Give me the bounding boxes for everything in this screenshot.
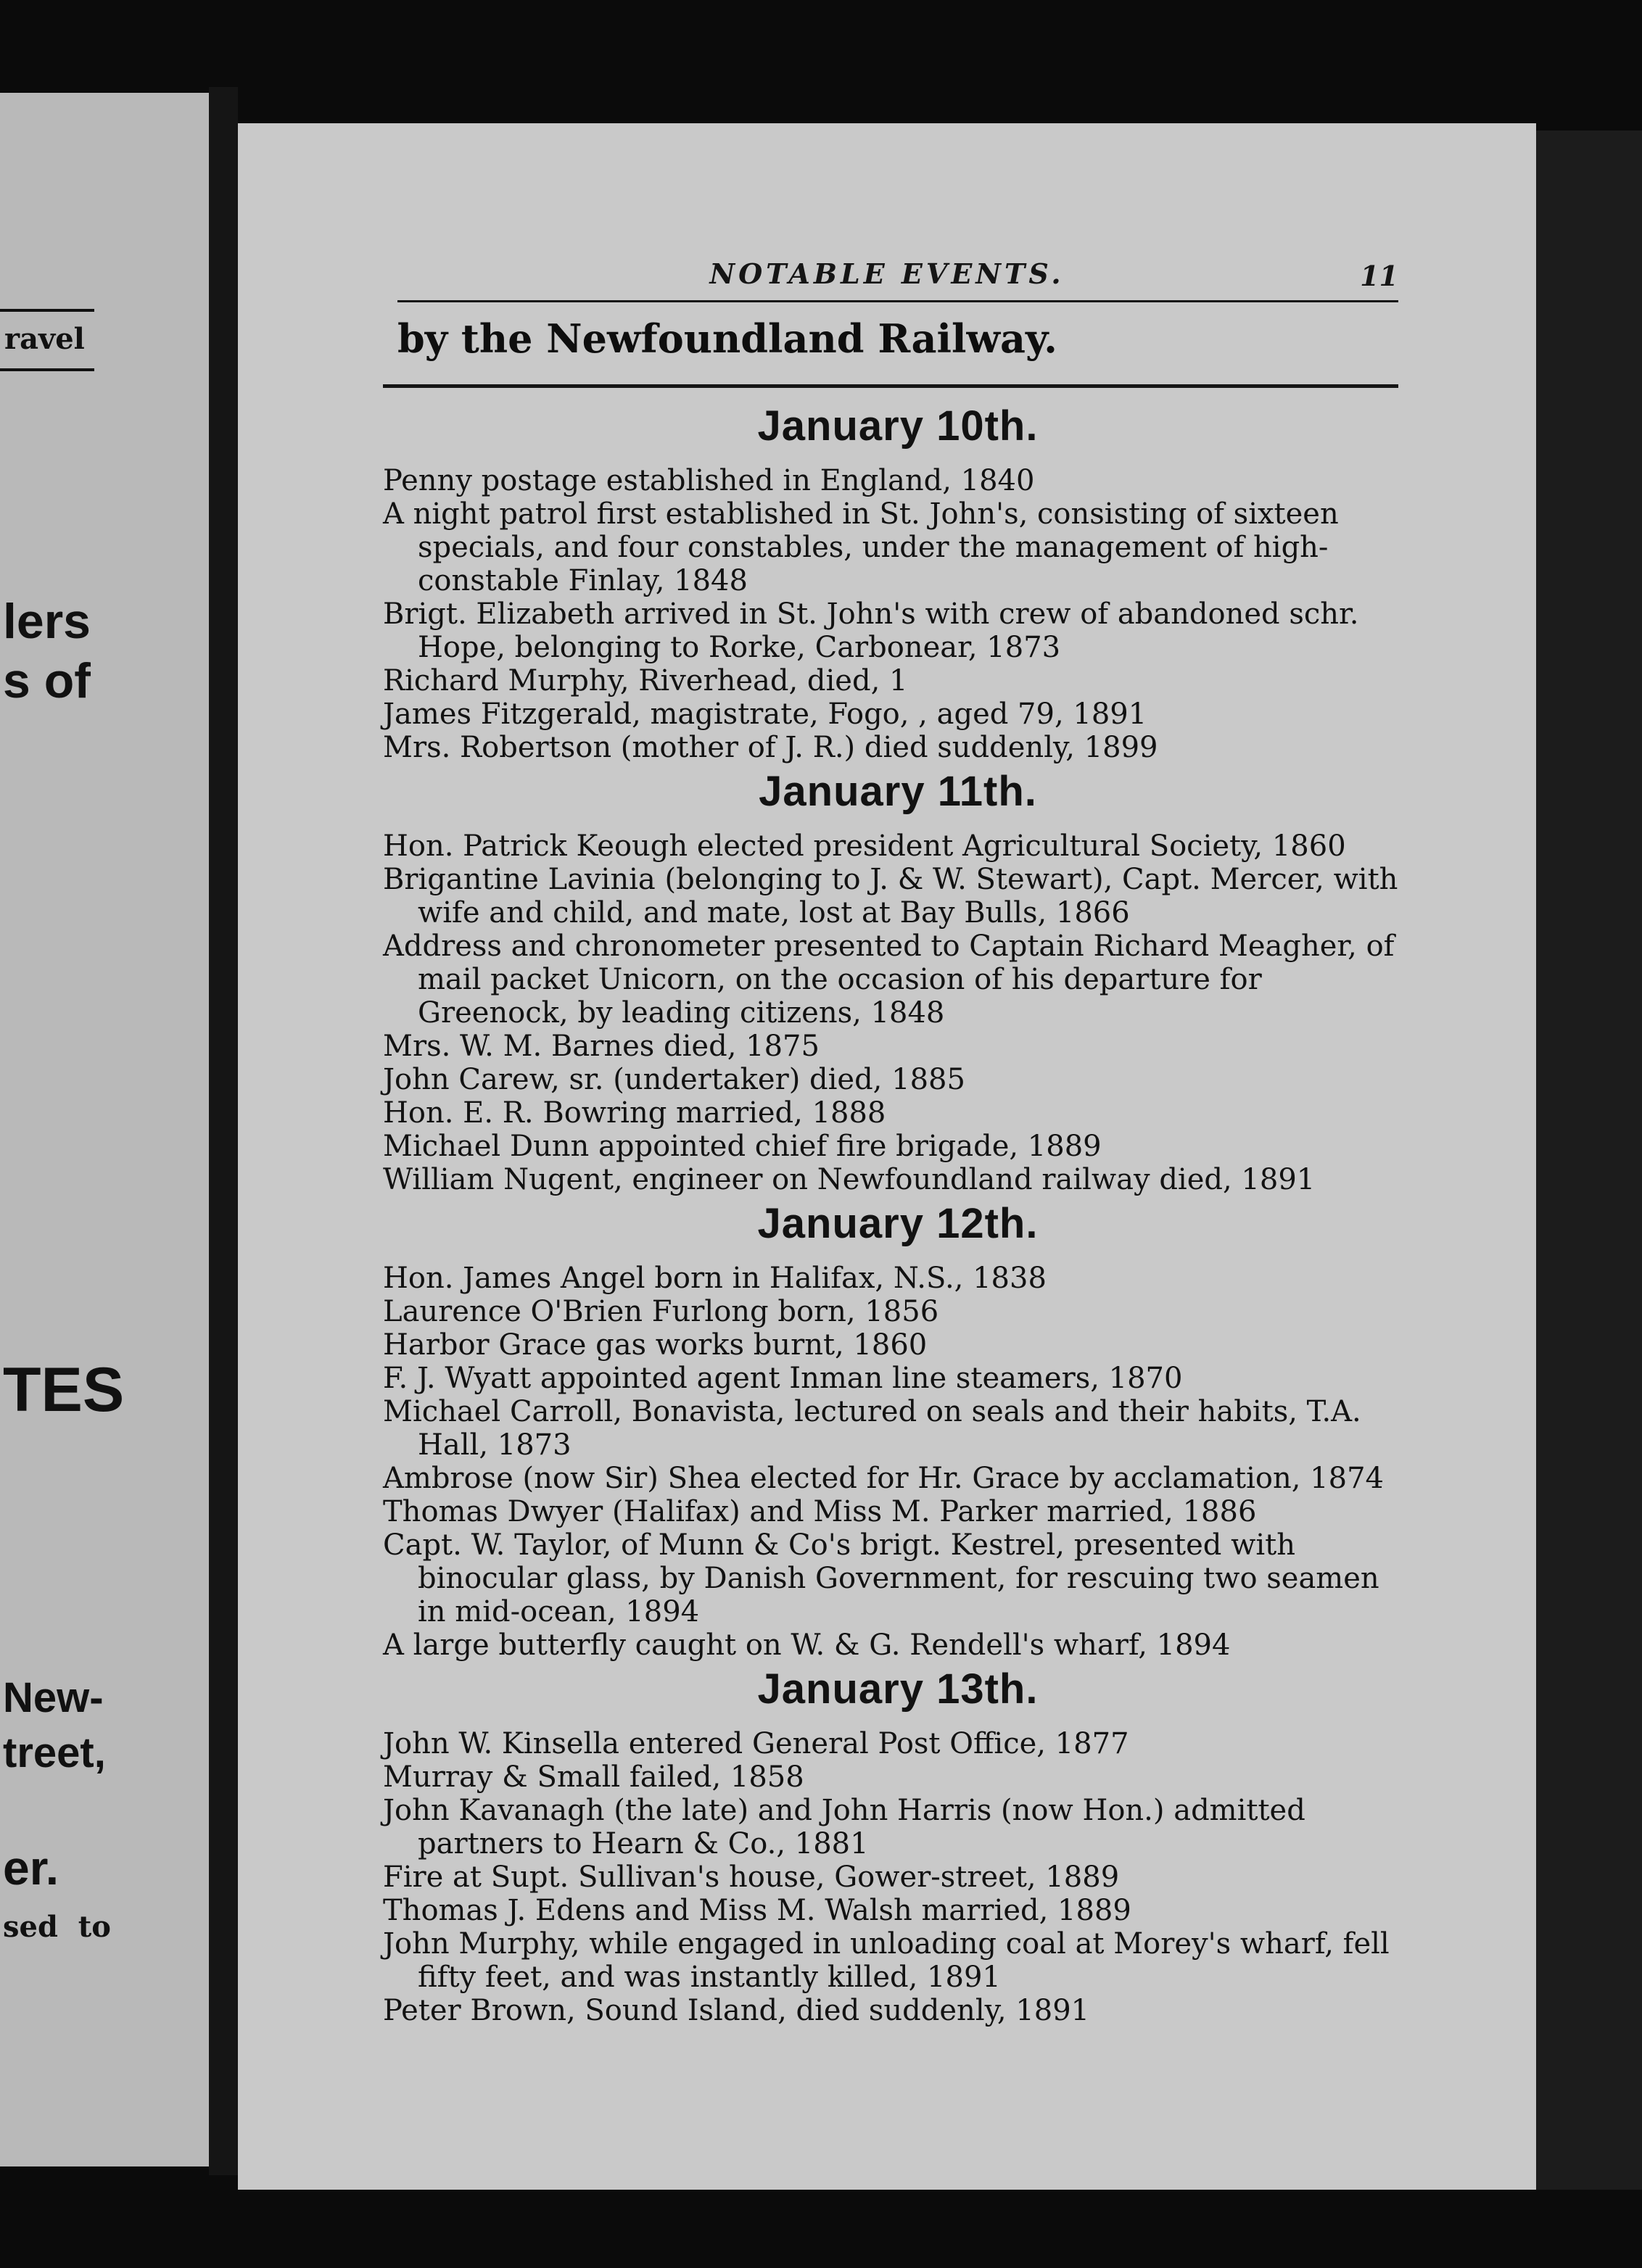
date-heading: January 12th. xyxy=(757,1200,1039,1247)
right-page-edge xyxy=(1536,131,1642,2190)
left-fragment-ravel: ravel xyxy=(4,322,85,356)
event-item: Hon. James Angel born in Halifax, N.S., 1838 xyxy=(383,1262,1047,1295)
left-fragment-s-of: s of xyxy=(3,653,91,708)
running-head: NOTABLE EVENTS. xyxy=(709,257,1065,290)
left-fragment-er: er. xyxy=(3,1841,59,1895)
section-january-10 xyxy=(383,399,1413,764)
event-item: Thomas J. Edens and Miss M. Walsh married, 1889 xyxy=(383,1894,1131,1927)
event-item: Murray & Small failed, 1858 xyxy=(383,1760,804,1794)
event-item: Michael Dunn appointed chief fire brigade, 1889 xyxy=(383,1130,1102,1163)
event-item: John Murphy, while engaged in unloading coal at Morey's wharf, fell fifty feet, and was instantly killed, 1891 xyxy=(383,1927,1390,1994)
event-item: Harbor Grace gas works burnt, 1860 xyxy=(383,1328,928,1362)
event-item: Thomas Dwyer (Halifax) and Miss M. Parker married, 1886 xyxy=(383,1495,1257,1528)
section-january-11 xyxy=(383,764,1413,1196)
left-fragment-treet: treet, xyxy=(3,1729,106,1776)
date-heading: January 13th. xyxy=(757,1665,1039,1713)
left-page-fragment xyxy=(0,93,209,2166)
continuation-rule xyxy=(383,384,1398,388)
section-january-12 xyxy=(383,1196,1413,1662)
event-item: Capt. W. Taylor, of Munn & Co's brigt. Kestrel, presented with binocular glass, by Danish Government, for rescuing two seamen in mid-ocean, 1894 xyxy=(383,1528,1379,1628)
event-item: Laurence O'Brien Furlong born, 1856 xyxy=(383,1295,939,1328)
continuation-heading: by the Newfoundland Railway. xyxy=(397,315,1057,362)
event-item: F. J. Wyatt appointed agent Inman line steamers, 1870 xyxy=(383,1362,1183,1395)
event-item: Hon. E. R. Bowring married, 1888 xyxy=(383,1096,886,1130)
event-item: Brigt. Elizabeth arrived in St. John's with crew of abandoned schr. Hope, belonging to Rorke, Carbonear, 1873 xyxy=(383,597,1359,664)
date-heading: January 11th. xyxy=(759,768,1037,815)
left-fragment-new: New- xyxy=(3,1674,104,1721)
event-item: John W. Kinsella entered General Post Office, 1877 xyxy=(383,1727,1129,1760)
left-fragment-lers: lers xyxy=(3,594,91,649)
event-item: Address and chronometer presented to Captain Richard Meagher, of mail packet Unicorn, on the occasion of his departure for Greenock, by leading citizens, 1848 xyxy=(383,930,1395,1030)
event-item: Michael Carroll, Bonavista, lectured on seals and their habits, T.A. Hall, 1873 xyxy=(383,1395,1361,1462)
event-item: John Carew, sr. (undertaker) died, 1885 xyxy=(383,1063,965,1096)
event-item: John Kavanagh (the late) and John Harris (now Hon.) admitted partners to Hearn & Co., 1881 xyxy=(383,1794,1305,1861)
event-item: James Fitzgerald, magistrate, Fogo, , aged 79, 1891 xyxy=(383,698,1147,731)
event-item: A large butterfly caught on W. & G. Rendell's wharf, 1894 xyxy=(383,1628,1231,1662)
event-item: William Nugent, engineer on Newfoundland railway died, 1891 xyxy=(383,1163,1316,1196)
event-item: Hon. Patrick Keough elected president Agricultural Society, 1860 xyxy=(383,829,1346,863)
left-fragment-tes: TES xyxy=(3,1355,125,1425)
header-rule xyxy=(397,300,1398,302)
event-item: Fire at Supt. Sullivan's house, Gower-street, 1889 xyxy=(383,1861,1120,1894)
event-item: Brigantine Lavinia (belonging to J. & W. Stewart), Capt. Mercer, with wife and child, and mate, lost at Bay Bulls, 1866 xyxy=(383,863,1398,930)
main-page xyxy=(238,123,1536,2190)
event-item: Richard Murphy, Riverhead, died, 1 xyxy=(383,664,908,698)
event-item: Penny postage established in England, 1840 xyxy=(383,464,1035,497)
left-rule-top xyxy=(0,309,94,312)
event-item: A night patrol first established in St. John's, consisting of sixteen specials, and four constables, under the management of high-constable Finlay, 1848 xyxy=(383,497,1339,597)
event-item: Peter Brown, Sound Island, died suddenly, 1891 xyxy=(383,1994,1090,2027)
section-january-13 xyxy=(383,1662,1413,2027)
events-content xyxy=(383,399,1413,2027)
page-gutter xyxy=(209,87,238,2175)
left-fragment-sed-to: sed to xyxy=(3,1910,111,1944)
event-item: Ambrose (now Sir) Shea elected for Hr. Grace by acclamation, 1874 xyxy=(383,1462,1384,1495)
date-heading: January 10th. xyxy=(757,402,1039,450)
event-item: Mrs. W. M. Barnes died, 1875 xyxy=(383,1030,820,1063)
event-item: Mrs. Robertson (mother of J. R.) died suddenly, 1899 xyxy=(383,731,1158,764)
page-number: 11 xyxy=(1360,260,1398,292)
left-rule-bottom xyxy=(0,368,94,371)
